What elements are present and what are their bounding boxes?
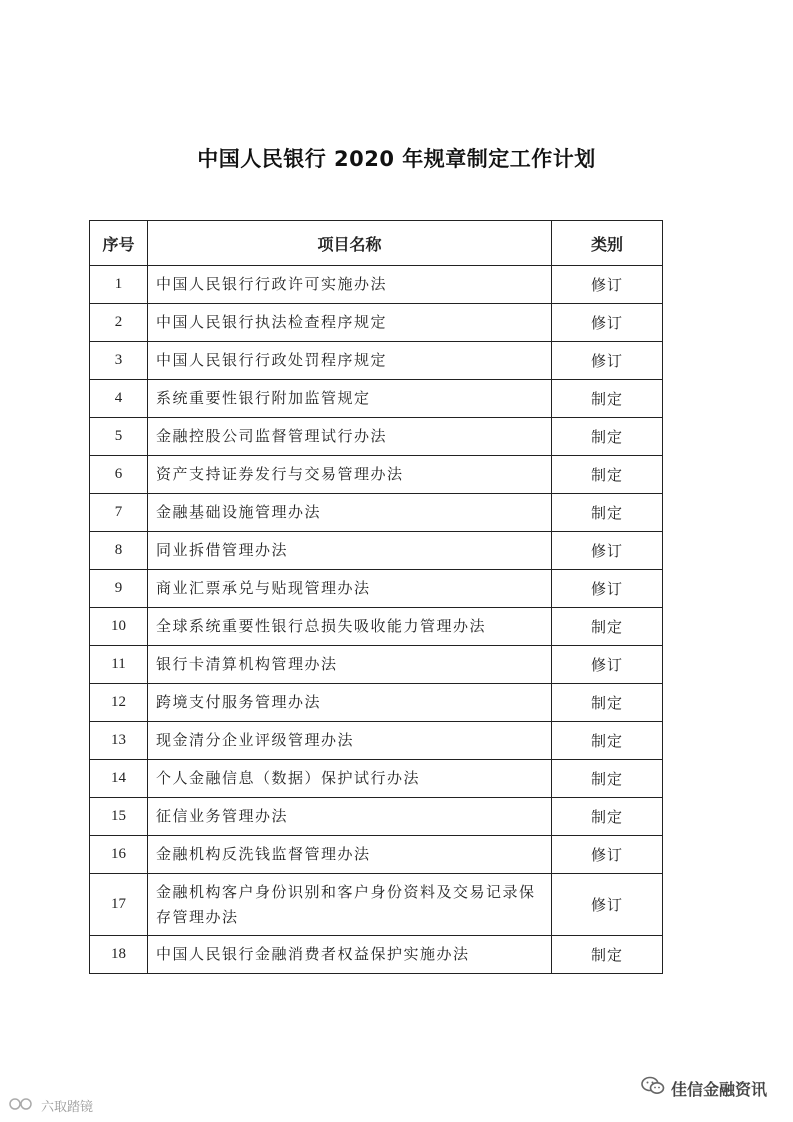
row-category: 制定 <box>552 456 663 494</box>
row-category: 制定 <box>552 418 663 456</box>
table-row <box>90 494 663 532</box>
row-name: 金融机构反洗钱监督管理办法 <box>148 836 552 874</box>
regulation-plan-table <box>89 220 663 974</box>
table-row <box>90 532 663 570</box>
table-row <box>90 304 663 342</box>
row-category: 修订 <box>552 570 663 608</box>
table-row <box>90 646 663 684</box>
watermark-right-text: 佳信金融资讯 <box>670 1079 767 1099</box>
watermark-right <box>641 1076 767 1100</box>
row-name: 全球系统重要性银行总损失吸收能力管理办法 <box>148 608 552 646</box>
row-category: 制定 <box>552 608 663 646</box>
table-row <box>90 342 663 380</box>
row-category: 修订 <box>552 874 663 936</box>
row-category: 修订 <box>552 266 663 304</box>
row-name: 个人金融信息（数据）保护试行办法 <box>148 760 552 798</box>
row-category: 制定 <box>552 760 663 798</box>
row-no: 12 <box>90 684 148 722</box>
row-no: 13 <box>90 722 148 760</box>
row-name: 中国人民银行执法检查程序规定 <box>148 304 552 342</box>
table-row <box>90 722 663 760</box>
table-row <box>90 760 663 798</box>
row-no: 9 <box>90 570 148 608</box>
table-row <box>90 418 663 456</box>
header-no: 序号 <box>90 221 148 266</box>
table-row <box>90 874 663 936</box>
table-row <box>90 836 663 874</box>
row-name: 征信业务管理办法 <box>148 798 552 836</box>
table-row <box>90 608 663 646</box>
row-name: 中国人民银行金融消费者权益保护实施办法 <box>148 936 552 974</box>
table-row <box>90 936 663 974</box>
row-category: 修订 <box>552 342 663 380</box>
row-no: 16 <box>90 836 148 874</box>
row-name: 中国人民银行行政处罚程序规定 <box>148 342 552 380</box>
table-row <box>90 456 663 494</box>
watermark-left-text: 六取踏镜 <box>41 1100 94 1115</box>
row-no: 6 <box>90 456 148 494</box>
row-no: 17 <box>90 874 148 936</box>
row-name: 系统重要性银行附加监管规定 <box>148 380 552 418</box>
row-category: 制定 <box>552 494 663 532</box>
row-no: 8 <box>90 532 148 570</box>
row-name: 银行卡清算机构管理办法 <box>148 646 552 684</box>
table-row <box>90 798 663 836</box>
row-no: 18 <box>90 936 148 974</box>
header-name: 项目名称 <box>148 221 552 266</box>
row-no: 15 <box>90 798 148 836</box>
row-name: 同业拆借管理办法 <box>148 532 552 570</box>
table-body <box>90 266 663 974</box>
row-name: 金融机构客户身份识别和客户身份资料及交易记录保存管理办法 <box>148 874 552 936</box>
row-category: 修订 <box>552 646 663 684</box>
row-name: 金融基础设施管理办法 <box>148 494 552 532</box>
row-category: 制定 <box>552 684 663 722</box>
row-category: 制定 <box>552 798 663 836</box>
row-category: 制定 <box>552 936 663 974</box>
row-no: 14 <box>90 760 148 798</box>
row-no: 1 <box>90 266 148 304</box>
wechat-icon <box>641 1076 665 1100</box>
row-no: 10 <box>90 608 148 646</box>
row-no: 7 <box>90 494 148 532</box>
row-name: 跨境支付服务管理办法 <box>148 684 552 722</box>
row-no: 4 <box>90 380 148 418</box>
row-category: 修订 <box>552 532 663 570</box>
row-name: 现金清分企业评级管理办法 <box>148 722 552 760</box>
table-row <box>90 570 663 608</box>
row-no: 2 <box>90 304 148 342</box>
table-row <box>90 684 663 722</box>
row-category: 制定 <box>552 722 663 760</box>
row-no: 11 <box>90 646 148 684</box>
table-header-row <box>90 221 663 266</box>
table-row <box>90 380 663 418</box>
row-name: 中国人民银行行政许可实施办法 <box>148 266 552 304</box>
row-category: 修订 <box>552 836 663 874</box>
row-no: 3 <box>90 342 148 380</box>
row-no: 5 <box>90 418 148 456</box>
row-name: 资产支持证券发行与交易管理办法 <box>148 456 552 494</box>
logo-icon <box>8 1097 38 1115</box>
watermark-left <box>8 1096 93 1115</box>
page-title: 中国人民银行 2020 年规章制定工作计划 <box>197 147 596 171</box>
row-category: 制定 <box>552 380 663 418</box>
row-category: 修订 <box>552 304 663 342</box>
row-name: 金融控股公司监督管理试行办法 <box>148 418 552 456</box>
header-category: 类别 <box>552 221 663 266</box>
table-row <box>90 266 663 304</box>
row-name: 商业汇票承兑与贴现管理办法 <box>148 570 552 608</box>
